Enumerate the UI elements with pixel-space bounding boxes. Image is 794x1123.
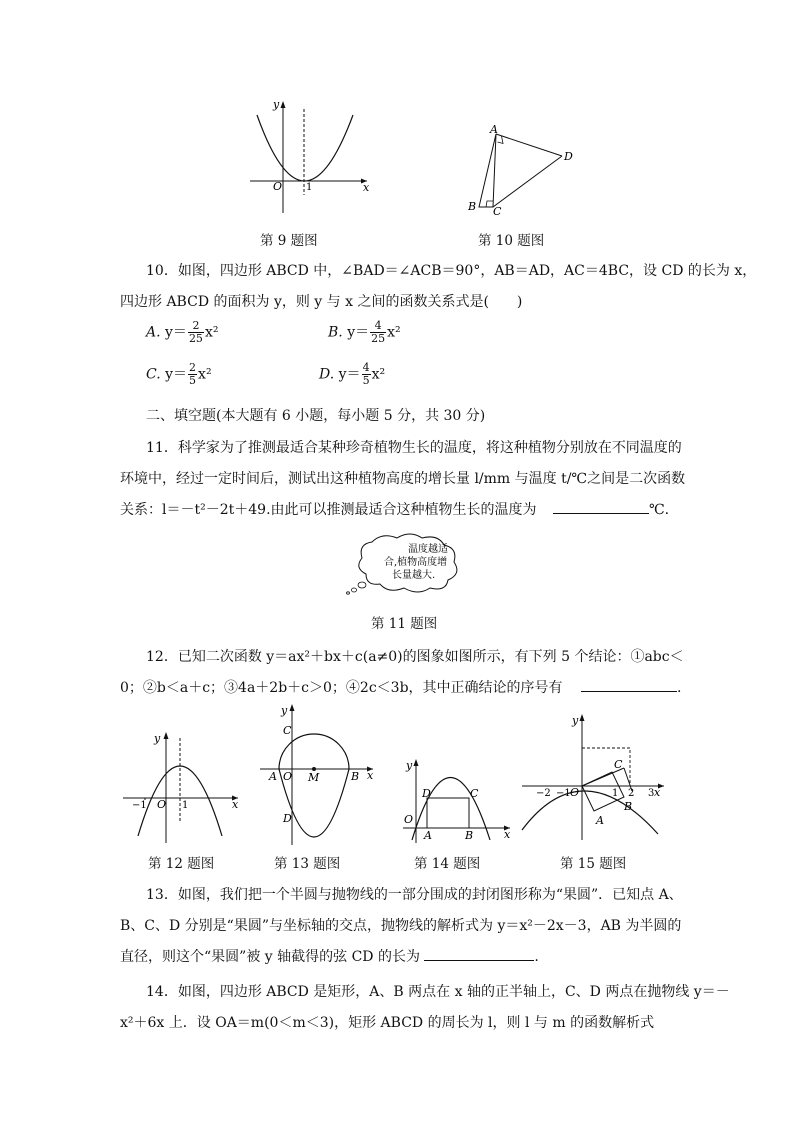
fig14-label-c: C [470, 787, 479, 800]
q13-line3: 直径，则这个“果圆”被 y 轴截得的弦 CD 的长为 . [120, 946, 539, 966]
fig14-origin-label: O [404, 813, 414, 826]
fig15-neg1-label: −1 [556, 788, 571, 799]
fig15-x-label: x [654, 786, 661, 799]
fig9-y-label: y [273, 98, 280, 111]
fig15-neg2-label: −2 [536, 788, 551, 799]
q13-answer-blank[interactable] [424, 946, 534, 961]
fig9-caption: 第 9 题图 [260, 233, 318, 249]
q14-line1: 14．如图，四边形 ABCD 是矩形，A、B 两点在 x 轴的正半轴上，C、D 两点在抛物线 y＝－ [146, 984, 730, 1000]
fig14-label-d: D [422, 787, 431, 800]
fig12-origin-label: O [157, 798, 167, 811]
q10-option-a: A. y＝ $\frac{2}{25}$ x² [146, 319, 219, 345]
fig15-y-label: y [572, 714, 579, 727]
fig15-three-label: 3 [648, 788, 655, 799]
fig14-label-b: B [465, 829, 474, 842]
fig10-caption: 第 10 题图 [478, 233, 545, 249]
figure-11-thought-cloud [342, 530, 472, 602]
q13-line2: B、C、D 分别是“果圆”与坐标轴的交点，抛物线的解析式为 y＝x²－2x－3，AB 为半圆的 [120, 918, 682, 934]
fig13-label-d: D [283, 812, 292, 825]
fig14-x-label: x [504, 828, 511, 841]
fig11-caption: 第 11 题图 [371, 616, 438, 632]
q13-line1: 13．如图，我们把一个半圆与抛物线的一部分围成的封闭图形称为“果圆”．已知点 A、 [146, 887, 683, 903]
fig10-label-a: A [490, 123, 498, 136]
fig11-cloud-line3: 长量越大. [392, 570, 436, 581]
fig12-y-label: y [154, 732, 161, 745]
fig13-caption: 第 13 题图 [274, 856, 341, 872]
fig9-origin-label: O [273, 180, 283, 193]
q12-line2: 0；②b＜a＋c；③4a＋2b＋c＞0；④2c＜3b，其中正确结论的序号有 . [120, 677, 681, 697]
q10-line1: 10．如图，四边形 ABCD 中，∠BAD＝∠ACB＝90°，AB＝AD，AC＝4BC，设 CD 的长为 x， [146, 263, 757, 279]
q10-option-b: B. y＝ $\frac{4}{25}$ x² [328, 319, 401, 345]
fig13-label-m: M [308, 771, 320, 784]
q11-line3: 关系：l＝－t²－2t＋49.由此可以推测最适合这种植物生长的温度为 ℃. [120, 499, 669, 519]
figure-12 [118, 728, 243, 850]
fig13-y-label: y [281, 704, 288, 717]
fig15-two-label: 2 [628, 788, 635, 799]
fig13-label-c: C [283, 724, 292, 737]
q11-line1: 11．科学家为了推测最适合某种珍奇植物生长的温度，将这种植物分别放在不同温度的 [146, 440, 682, 456]
figure-10 [462, 122, 582, 217]
section-2-heading: 二、填空题(本大题有 6 小题，每小题 5 分，共 30 分) [146, 408, 486, 424]
fig15-label-c: C [614, 758, 623, 771]
fig9-one-label: 1 [306, 182, 313, 193]
fig10-label-c: C [493, 205, 502, 217]
fig15-label-b: B [624, 800, 633, 813]
q10-option-c: C. y＝ $\frac{2}{5}$ x² [146, 361, 212, 387]
q10-option-d: D. y＝ $\frac{4}{5}$ x² [319, 361, 386, 387]
fig13-label-a: A [269, 770, 277, 783]
fig13-x-label: x [367, 769, 374, 782]
fig13-origin-label: O [283, 770, 293, 783]
q10-line2: 四边形 ABCD 的面积为 y，则 y 与 x 之间的函数关系式是( ) [120, 294, 523, 310]
fig15-label-a: A [596, 814, 604, 827]
fig14-caption: 第 14 题图 [414, 856, 481, 872]
q11-answer-blank[interactable] [553, 499, 649, 514]
q11-line2: 环境中，经过一定时间后，测试出这种植物高度的增长量 l/mm 与温度 t/℃之间是二次函数 [120, 471, 686, 487]
figure-9 [245, 95, 375, 220]
fig11-cloud-line1: 温度越适 [408, 544, 448, 555]
fig15-caption: 第 15 题图 [560, 856, 627, 872]
fig12-x-label: x [232, 798, 239, 811]
fig12-one-label: 1 [182, 800, 189, 811]
figure-14 [398, 755, 513, 850]
fig10-label-d: D [564, 150, 573, 163]
fig15-origin-label: O [570, 786, 580, 799]
fig15-one-label: 1 [612, 788, 619, 799]
fig12-caption: 第 12 题图 [148, 856, 215, 872]
q12-line1: 12．已知二次函数 y＝ax²＋bx＋c(a≠0)的图象如图所示，有下列 5 个结论：①abc＜ [146, 649, 684, 665]
fig14-label-a: A [424, 829, 432, 842]
fig12-neg1-label: −1 [132, 800, 147, 811]
fig9-x-label: x [363, 181, 370, 194]
q12-answer-blank[interactable] [581, 677, 677, 692]
fig10-label-b: B [468, 200, 477, 213]
q14-line2: x²＋6x 上．设 OA＝m(0＜m＜3)，矩形 ABCD 的周长为 l，则 l 与 m 的函数解析式 [120, 1015, 655, 1031]
fig14-y-label: y [406, 759, 413, 772]
fig13-label-b: B [351, 770, 360, 783]
fig11-cloud-line2: 合,植物高度增 [384, 557, 448, 568]
figure-15 [518, 710, 666, 850]
figure-13 [255, 700, 377, 850]
